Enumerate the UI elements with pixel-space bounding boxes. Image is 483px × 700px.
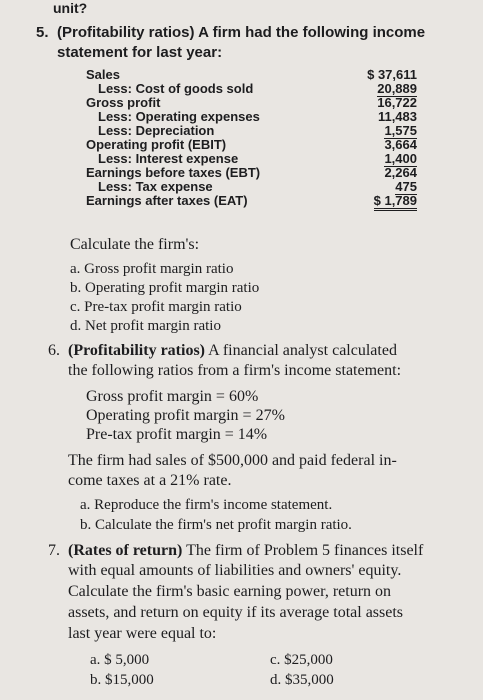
problem-5-item-a: a. Gross profit margin ratio xyxy=(70,261,234,277)
problem-7-option-b: b. $15,000 xyxy=(90,672,154,688)
statement-label-gross-profit: Gross profit xyxy=(86,95,161,110)
statement-label-operating-expenses: Less: Operating expenses xyxy=(98,109,260,124)
problem-7-option-c: c. $25,000 xyxy=(270,652,333,668)
statement-label-eat: Earnings after taxes (EAT) xyxy=(86,193,248,208)
problem-7-number: 7. xyxy=(48,542,60,559)
problem-6-line2: the following ratios from a firm's income statement: xyxy=(68,362,402,379)
problem-6-item-a: a. Reproduce the firm's income statement. xyxy=(80,497,333,513)
problem-6-line1: A financial analyst calculated xyxy=(208,342,397,359)
problem-5-intro-line1: A firm had the following income xyxy=(198,24,426,41)
statement-value-operating-expenses: 11,483 xyxy=(377,109,417,124)
calc-prompt: Calculate the firm's: xyxy=(70,236,200,253)
problem-6-sales-line1: The firm had sales of $500,000 and paid federal in- xyxy=(68,452,397,469)
problem-7-line4: assets, and return on equity if its average total assets xyxy=(68,604,404,621)
statement-value-cogs-cell xyxy=(337,82,417,96)
ratio-pretax-profit-margin: Pre-tax profit margin = 14% xyxy=(86,426,268,443)
statement-value-depreciation-cell xyxy=(337,124,417,138)
statement-value-cogs: 20,889 xyxy=(377,81,417,96)
ratio-gross-profit-margin: Gross profit margin = 60% xyxy=(86,388,259,405)
statement-value-gross-profit: 16,722 xyxy=(377,95,417,110)
problem-7-line2: with equal amounts of liabilities and owners' equity. xyxy=(68,562,402,579)
statement-value-ebt: 2,264 xyxy=(384,165,417,180)
statement-value-eat: $ 1,789 xyxy=(374,193,417,211)
problem-5-number: 5. xyxy=(36,24,49,41)
problem-7-option-a: a. $ 5,000 xyxy=(90,652,150,668)
ratio-operating-profit-margin: Operating profit margin = 27% xyxy=(86,407,285,424)
statement-label-ebit: Operating profit (EBIT) xyxy=(86,137,227,152)
problem-5-item-d: d. Net profit margin ratio xyxy=(70,318,221,334)
problem-6-item-b: b. Calculate the firm's net profit margin ratio. xyxy=(80,517,352,533)
problem-7-line3: Calculate the firm's basic earning power, return on xyxy=(68,583,392,600)
statement-value-interest: 1,400 xyxy=(384,151,417,166)
problem-7-line5: last year were equal to: xyxy=(68,625,217,642)
statement-label-depreciation: Less: Depreciation xyxy=(98,123,215,138)
statement-value-sales: $ 37,611 xyxy=(367,67,417,82)
statement-value-depreciation: 1,575 xyxy=(384,123,417,138)
problem-6-number: 6. xyxy=(48,342,60,359)
statement-label-tax: Less: Tax expense xyxy=(98,179,213,194)
statement-label-cogs: Less: Cost of goods sold xyxy=(98,81,254,96)
problem-5-heading xyxy=(57,24,425,41)
statement-value-tax-cell xyxy=(337,180,417,194)
problem-6-sales-line2: come taxes at a 21% rate. xyxy=(68,472,232,489)
problem-6-heading xyxy=(68,342,397,360)
statement-label-ebt: Earnings before taxes (EBT) xyxy=(86,165,261,180)
problem-7-heading xyxy=(68,542,423,560)
statement-value-tax: 475 xyxy=(395,179,417,194)
statement-label-sales: Sales xyxy=(86,67,120,82)
statement-value-interest-cell xyxy=(337,152,417,166)
problem-7-title: (Rates of return) xyxy=(68,542,183,559)
problem-5-item-c: c. Pre-tax profit margin ratio xyxy=(70,299,242,315)
problem-7-option-d: d. $35,000 xyxy=(270,672,334,688)
statement-value-eat-cell xyxy=(337,194,417,208)
problem-7-line1: The firm of Problem 5 finances itself xyxy=(186,542,424,559)
problem-5-title: (Profitability ratios) xyxy=(57,24,195,41)
statement-value-ebit: 3,664 xyxy=(384,137,417,152)
problem-5-item-b: b. Operating profit margin ratio xyxy=(70,280,260,296)
unit-question-text: unit? xyxy=(53,0,88,16)
problem-5-intro-line2: statement for last year: xyxy=(57,44,223,61)
statement-label-interest: Less: Interest expense xyxy=(98,151,239,166)
problem-6-title: (Profitability ratios) xyxy=(68,342,206,359)
